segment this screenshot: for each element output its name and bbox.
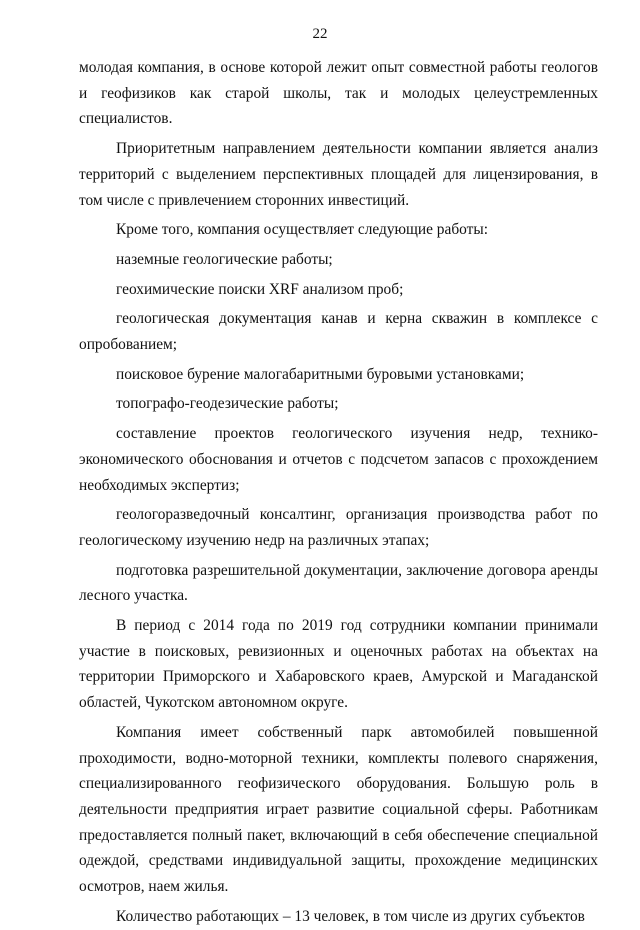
list-item-topography: топографо-геодезические работы; — [116, 395, 339, 413]
page-number: 22 — [312, 26, 328, 42]
list-item-consulting: геологоразведочный консалтинг, организация производства работ по геологическому изучению недр на различных этапах; — [79, 506, 598, 549]
list-item-ground-works: наземные геологические работы; — [116, 250, 333, 268]
paragraph-works-intro: Кроме того, компания осуществляет следующие работы: — [116, 221, 488, 239]
paragraph-staff-count: Количество работающих – 13 человек, в том числе из других субъектов — [116, 907, 585, 925]
list-item-projects: составление проектов геологического изучения недр, технико-экономического обоснования и отчетов с подсчетом запасов с прохождением необходимых экспертиз; — [79, 425, 598, 494]
paragraph-priority-direction: Приоритетным направлением деятельности компании является анализ территорий с выделением перспективных площадей для лицензирования, в том числе с привлечением сторонних инвестиций. — [79, 140, 598, 209]
paragraph-period: В период с 2014 года по 2019 год сотрудники компании принимали участие в поисковых, ревизионных и оценочных работах на объектах на территории Приморского и Хабаровского краев, Амурской и Магаданской областей, Чукотском автономном округе. — [79, 617, 598, 712]
paragraph-continuation: молодая компания, в основе которой лежит опыт совместной работы геологов и геофизиков как старой школы, так и молодых целеустремленных специалистов. — [79, 59, 598, 128]
document-body — [79, 55, 598, 930]
list-item-documentation: геологическая документация канав и керна скважин в комплексе с опробованием; — [79, 310, 598, 354]
list-item-permits: подготовка разрешительной документации, заключение договора аренды лесного участка. — [79, 561, 598, 605]
paragraph-equipment: Компания имеет собственный парк автомобилей повышенной проходимости, водно-моторной техники, комплекты полевого снаряжения, специализированного геофизического оборудования. Большую роль в деятельности предприятия играет развитие социальной сферы. Работникам предоставляется полный пакет, включающий в себя обеспечение специальной одеждой, средствами индивидуальной защиты, прохождение медицинских осмотров, наем жилья. — [79, 723, 598, 896]
list-item-geochemical-search: геохимические поиски XRF анализом проб; — [116, 280, 404, 298]
list-item-drilling: поисковое бурение малогабаритными буровыми установками; — [116, 365, 525, 383]
